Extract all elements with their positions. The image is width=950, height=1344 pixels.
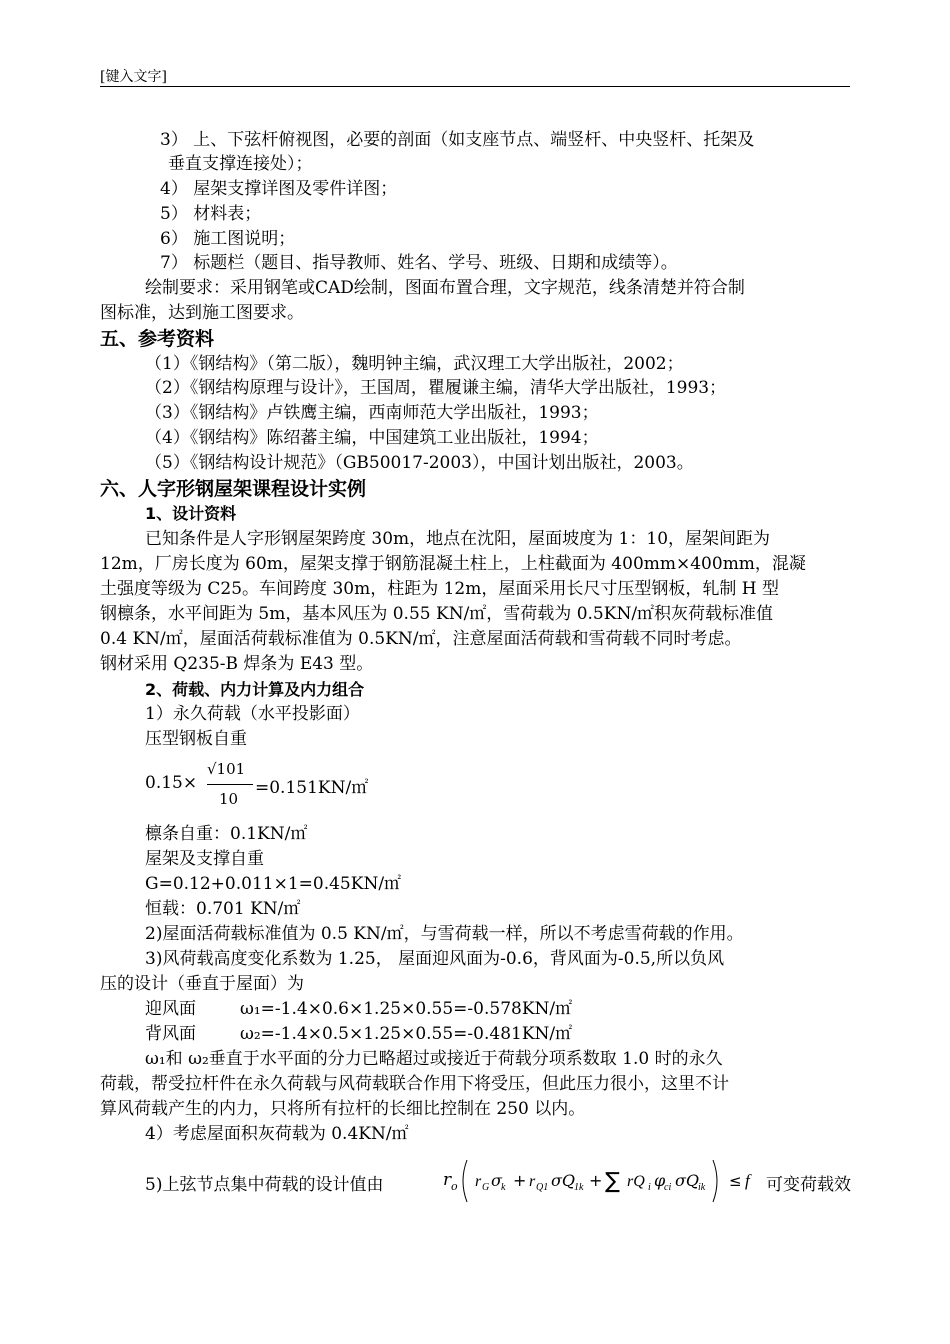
truss-weight-label: 屋架及支撑自重 — [145, 849, 264, 869]
formula-r0: r — [443, 1170, 452, 1190]
wind-load-line: 压的设计（垂直于屋面）为 — [100, 974, 304, 994]
svg-text:1k: 1k — [574, 1182, 584, 1193]
svg-text:r: r — [529, 1173, 536, 1190]
list-item: 3） 上、下弦杆俯视图，必要的剖面（如支座节点、端竖杆、中央竖杆、托架及 — [160, 130, 755, 150]
section-title-example: 六、人字形钢屋架课程设计实例 — [100, 478, 367, 500]
formula-rhs: =0.151KN/㎡ — [255, 778, 369, 798]
svg-text:ik: ik — [698, 1182, 706, 1193]
formula-denominator: 10 — [219, 790, 239, 808]
reference-item: （5）《钢结构设计规范》（GB50017-2003），中国计划出版社，2003。 — [145, 453, 694, 473]
svg-text:σ: σ — [491, 1171, 502, 1190]
svg-text:∑: ∑ — [605, 1169, 620, 1194]
svg-text:+: + — [513, 1171, 527, 1190]
svg-text:≤: ≤ — [729, 1172, 742, 1190]
g-formula: G=0.12+0.011×1=0.45KN/㎡ — [145, 874, 402, 894]
steel-plate-label: 压型钢板自重 — [145, 729, 247, 749]
list-item: 6） 施工图说明； — [160, 229, 296, 249]
svg-text:ci: ci — [664, 1182, 672, 1193]
formula-r0-sub: o — [451, 1180, 458, 1193]
svg-text:G: G — [482, 1182, 490, 1193]
reference-item: （1）《钢结构》（第二版），魏明钟主编，武汉理工大学出版社，2002； — [145, 354, 684, 374]
svg-text:σQ: σQ — [675, 1171, 700, 1190]
subsection-loads: 2、荷载、内力计算及内力组合 — [145, 680, 365, 699]
paragraph-line: 已知条件是人字形钢屋架跨度 30m，地点在沈阳，屋面坡度为 1：10，屋架间距为 — [145, 529, 771, 549]
purlin-weight: 檩条自重：0.1KN/㎡ — [145, 824, 308, 844]
svg-text:i: i — [648, 1182, 651, 1193]
svg-text:+: + — [589, 1171, 603, 1190]
wind-load-line: 3)风荷载高度变化系数为 1.25， 屋面迎风面为-0.6，背风面为-0.5,所以负风 — [145, 949, 725, 969]
list-item: 4） 屋架支撑详图及零件详图； — [160, 179, 398, 199]
node-load-formula-line — [145, 1156, 853, 1206]
windward-value: ω₁=-1.4×0.6×1.25×0.55=-0.578KN/㎡ — [240, 999, 573, 1019]
svg-text:φ: φ — [654, 1171, 666, 1190]
paragraph-line: 12m，厂房长度为 60m，屋架支撑于钢筋混凝土柱上，上柱截面为 400mm×400mm，混凝 — [100, 554, 806, 574]
omega-paragraph-line: 算风荷载产生的内力，只将所有拉杆的长细比控制在 250 以内。 — [100, 1099, 586, 1119]
svg-text:σQ: σQ — [551, 1171, 576, 1190]
paragraph-line: 土强度等级为 C25。车间跨度 30m，柱距为 12m，屋面采用长尺寸压型钢板，轧制 H 型 — [100, 579, 779, 599]
node-load-pre: 5)上弦节点集中荷载的设计值由 — [145, 1175, 384, 1195]
omega-paragraph-line: 荷载，帮受拉杆件在永久荷载与风荷载联合作用下将受压，但此压力很小，这里不计 — [100, 1074, 729, 1094]
drawing-requirement-cont: 图标准，达到施工图要求。 — [100, 303, 304, 323]
live-load: 2)屋面活荷载标准值为 0.5 KN/㎡，与雪荷载一样，所以不考虑雪荷载的作用。 — [145, 924, 744, 944]
subsection-design-data: 1、设计资料 — [145, 504, 237, 523]
leeward-label: 背风面 — [145, 1024, 196, 1044]
svg-text:Q1: Q1 — [536, 1182, 549, 1193]
ash-load: 4）考虑屋面积灰荷载为 0.4KN/㎡ — [145, 1124, 409, 1144]
svg-text:rQ: rQ — [627, 1173, 645, 1190]
drawing-requirement: 绘制要求：采用钢笔或CAD绘制，图面布置合理，文字规范，线条清楚并符合制 — [145, 278, 745, 298]
paragraph-line: 钢材采用 Q235-B 焊条为 E43 型。 — [100, 654, 374, 674]
list-item: 7） 标题栏（题目、指导教师、姓名、学号、班级、日期和成绩等）。 — [160, 253, 678, 273]
windward-label: 迎风面 — [145, 999, 196, 1019]
page-header — [100, 64, 850, 87]
paragraph-line: 钢檩条，水平间距为 5m，基本风压为 0.55 KN/㎡，雪荷载为 0.5KN/㎡积灰荷载标准值 — [100, 604, 774, 624]
leeward-value: ω₂=-1.4×0.5×1.25×0.55=-0.481KN/㎡ — [240, 1024, 573, 1044]
header-text: [键入文字] — [100, 69, 167, 85]
reference-item: （3）《钢结构》卢铁鹰主编，西南师范大学出版社，1993； — [145, 403, 599, 423]
reference-item: （2）《钢结构原理与设计》，王国周，瞿履谦主编，清华大学出版社，1993； — [145, 378, 727, 398]
formula-numerator: √101 — [207, 760, 246, 778]
section-title-references: 五、参考资料 — [100, 328, 215, 350]
node-load-post: 可变荷载效 — [766, 1175, 851, 1195]
svg-text:r: r — [475, 1173, 482, 1190]
omega-paragraph-line: ω₁和 ω₂垂直于水平面的分力已略超过或接近于荷载分项系数取 1.0 时的永久 — [145, 1049, 723, 1069]
svg-text:k: k — [501, 1182, 506, 1193]
svg-text:f: f — [745, 1171, 750, 1190]
reference-item: （4）《钢结构》陈绍蕃主编，中国建筑工业出版社，1994； — [145, 428, 599, 448]
list-item-continuation: 垂直支撑连接处）； — [168, 154, 313, 174]
paragraph-line: 0.4 KN/㎡，屋面活荷载标准值为 0.5KN/㎡，注意屋面活荷载和雪荷载不同时考虑。 — [100, 629, 742, 649]
fraction-bar — [207, 784, 253, 785]
dead-load: 恒载：0.701 KN/㎡ — [145, 899, 301, 919]
list-item: 5） 材料表； — [160, 204, 262, 224]
permanent-load-title: 1）永久荷载（水平投影面） — [145, 704, 360, 724]
formula-lhs: 0.15× — [145, 773, 198, 793]
